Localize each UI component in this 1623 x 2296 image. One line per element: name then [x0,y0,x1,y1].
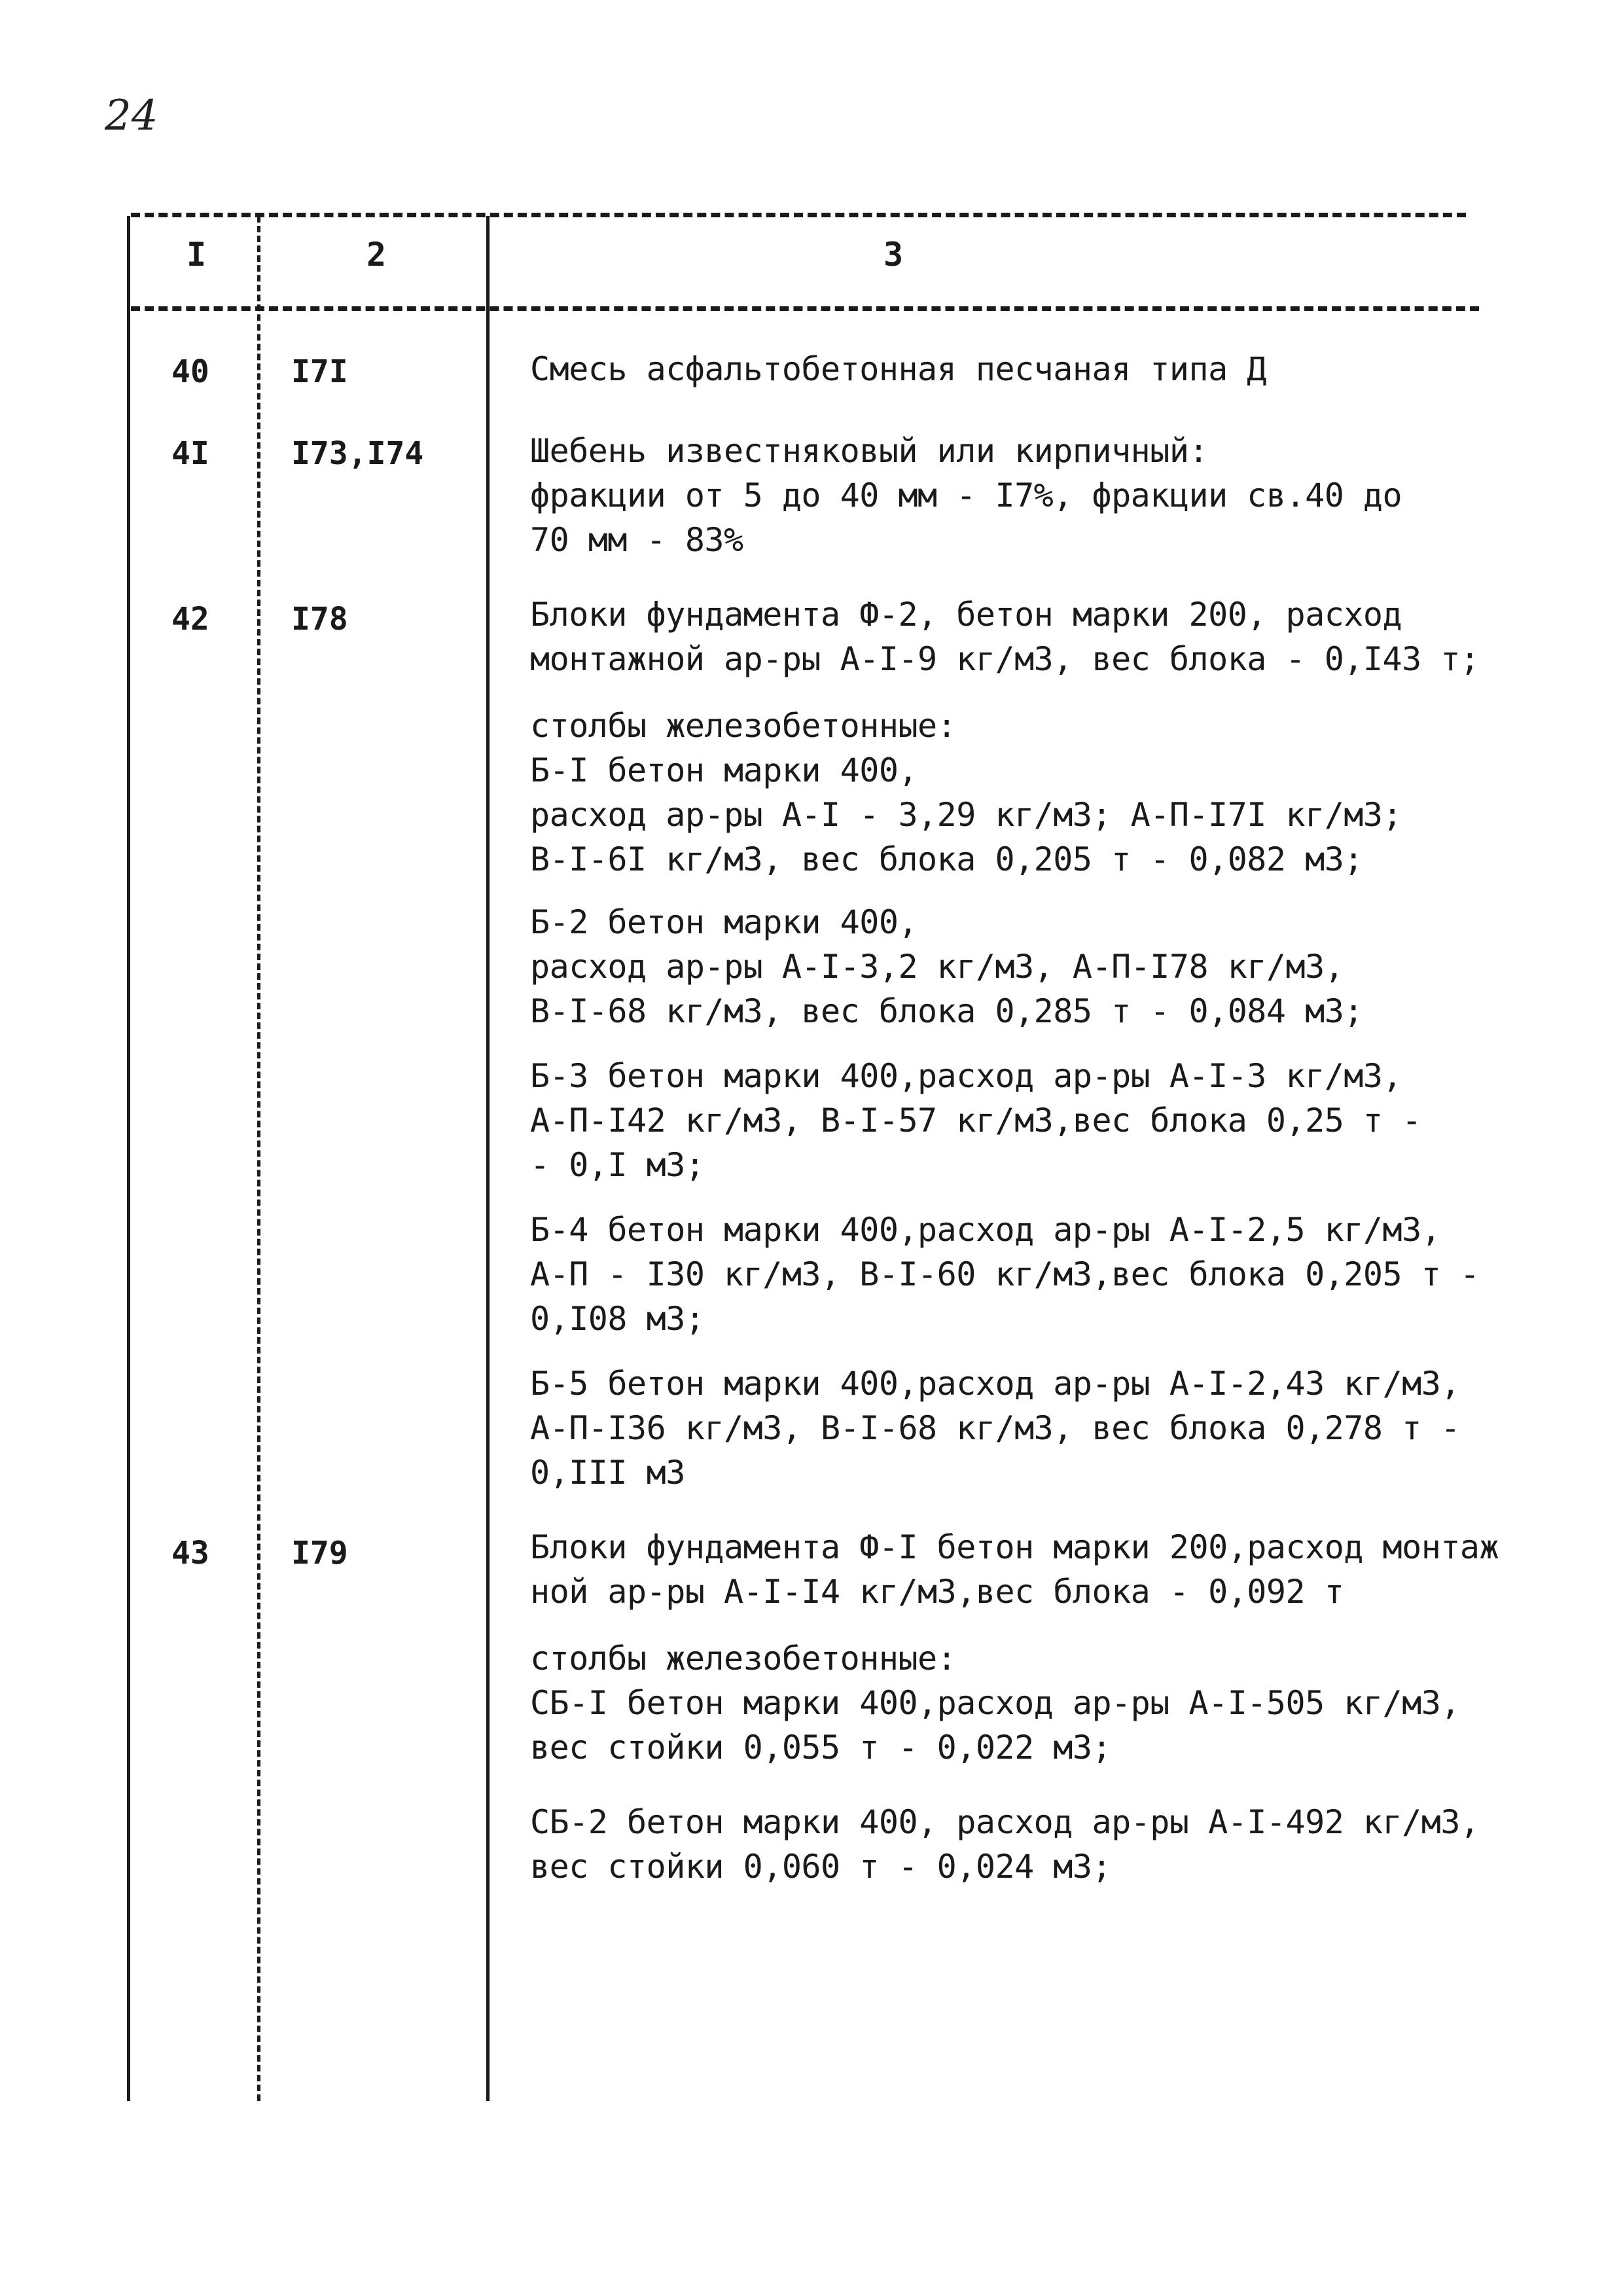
header-col-2: 2 [366,236,387,274]
row-code: I78 [291,601,348,637]
description-line: 0,I08 м3; [530,1300,705,1338]
description-line: В-I-6I кг/м3, вес блока 0,205 т - 0,082 м3; [530,840,1363,878]
header-col-1: I [187,236,207,274]
row-number: 43 [171,1535,209,1571]
description-line: столбы железобетонные: [530,707,957,745]
description-line: 0,III м3 [530,1454,685,1492]
description-line: вес стойки 0,060 т - 0,024 м3; [530,1848,1112,1886]
description-line: Б-2 бетон марки 400, [530,903,918,941]
description-line: монтажной ар-ры А-I-9 кг/м3, вес блока - 0,I43 т; [530,640,1480,678]
description-line: Б-3 бетон марки 400,расход ар-ры А-I-3 кг/м3, [530,1057,1402,1095]
page-number: 24 [105,92,158,140]
description-line: Блоки фундамента Ф-I бетон марки 200,расход монтаж [530,1528,1499,1566]
row-description [530,1054,1551,1187]
description-line: расход ар-ры А-I-3,2 кг/м3, А-П-I78 кг/м3, [530,948,1344,986]
row-code: I7I [291,353,348,390]
row-number: 4I [171,435,209,472]
description-line: Б-I бетон марки 400, [530,751,918,789]
row-code: I73,I74 [291,435,424,472]
table-header-rule [131,306,1479,311]
description-line: А-П-I36 кг/м3, В-I-68 кг/м3, вес блока 0,278 т - [530,1409,1460,1447]
column-rule-1-2 [257,216,260,2101]
row-description [530,347,1551,391]
description-line: вес стойки 0,055 т - 0,022 м3; [530,1729,1112,1767]
row-description [530,592,1551,681]
description-line: Б-5 бетон марки 400,расход ар-ры А-I-2,43 кг/м3, [530,1365,1460,1403]
table-top-rule [131,213,1466,217]
row-description [530,1208,1551,1341]
description-line: ной ар-ры А-I-I4 кг/м3,вес блока - 0,092 т [530,1573,1344,1611]
description-line: А-П-I42 кг/м3, В-I-57 кг/м3,вес блока 0,25 т - [530,1102,1421,1139]
description-line: Б-4 бетон марки 400,расход ар-ры А-I-2,5 кг/м3, [530,1211,1441,1249]
row-description [530,1525,1551,1614]
description-line: - 0,I м3; [530,1146,705,1184]
row-description [530,1636,1551,1770]
column-rule-2-3 [486,216,490,2101]
description-line: Смесь асфальтобетонная песчаная типа Д [530,350,1266,388]
row-number: 40 [171,353,209,390]
row-number: 42 [171,601,209,637]
description-line: фракции от 5 до 40 мм - I7%, фракции св.40 до [530,476,1402,514]
description-line: Блоки фундамента Ф-2, бетон марки 200, расход [530,596,1402,634]
description-line: Шебень известняковый или кирпичный: [530,432,1209,470]
row-description [530,704,1551,882]
description-line: столбы железобетонные: [530,1640,957,1677]
row-code: I79 [291,1535,348,1571]
row-description [530,1800,1551,1889]
description-line: 70 мм - 83% [530,521,743,559]
description-line: СБ-2 бетон марки 400, расход ар-ры А-I-492 кг/м3, [530,1803,1480,1841]
description-line: А-П - I30 кг/м3, В-I-60 кг/м3,вес блока 0,205 т - [530,1255,1480,1293]
description-line: СБ-I бетон марки 400,расход ар-ры А-I-505 кг/м3, [530,1684,1460,1722]
column-rule-left [127,216,130,2101]
header-col-3: 3 [883,236,904,274]
description-line: В-I-68 кг/м3, вес блока 0,285 т - 0,084 м3; [530,992,1363,1030]
description-line: расход ар-ры А-I - 3,29 кг/м3; А-П-I7I кг/м3; [530,796,1402,834]
row-description [530,1361,1551,1495]
row-description [530,429,1551,562]
row-description [530,900,1551,1033]
